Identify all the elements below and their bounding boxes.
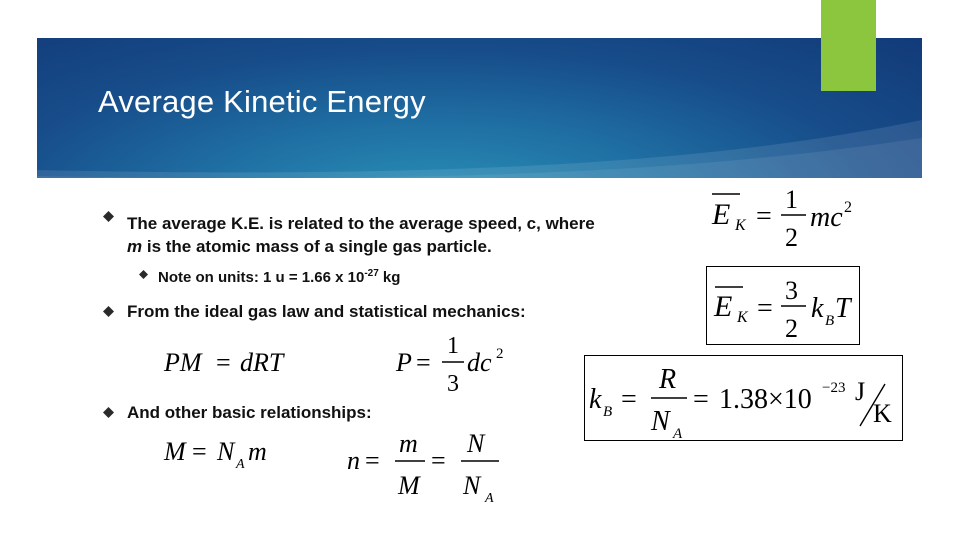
diamond-bullet-icon — [103, 407, 113, 417]
boxed-equation-ek-kbt — [706, 266, 860, 345]
svg-text:=: = — [756, 201, 772, 232]
svg-text:=: = — [693, 384, 709, 415]
diamond-bullet-icon — [139, 270, 148, 279]
svg-text:J: J — [855, 377, 866, 406]
svg-text:A: A — [236, 457, 245, 472]
svg-text:=: = — [416, 348, 431, 377]
svg-text:A: A — [485, 491, 494, 506]
equation-molar-mass — [160, 432, 290, 472]
svg-text:K: K — [737, 309, 748, 326]
svg-text:P: P — [396, 348, 412, 377]
boxed-equation-boltzmann — [584, 355, 903, 441]
svg-text:PM: PM — [164, 348, 202, 377]
svg-text:M: M — [398, 471, 420, 500]
svg-text:m: m — [248, 437, 267, 466]
bullet-ke-line2-rest: is the atomic mass of a single gas particle. — [142, 237, 492, 256]
svg-text:N: N — [463, 471, 481, 500]
svg-text:3: 3 — [447, 371, 459, 397]
svg-text:=: = — [757, 293, 773, 324]
svg-text:A: A — [673, 426, 683, 440]
svg-text:N: N — [651, 406, 670, 437]
equation-kb-value — [585, 356, 902, 440]
svg-text:N: N — [467, 429, 485, 458]
equation-pressure — [392, 328, 522, 400]
svg-text:dc: dc — [467, 348, 492, 377]
svg-text:2: 2 — [785, 314, 798, 343]
svg-text:−23: −23 — [822, 380, 846, 396]
sub-bullet-units — [158, 268, 400, 286]
equation-ek-three-halves — [707, 267, 859, 344]
svg-text:K: K — [735, 217, 746, 234]
svg-text:k: k — [811, 293, 824, 324]
green-accent-bar — [821, 0, 876, 91]
bullet-ideal-gas: From the ideal gas law and statistical mechanics: — [127, 302, 526, 321]
equation-ideal-gas — [160, 340, 310, 380]
svg-text:R: R — [659, 364, 677, 395]
svg-text:2: 2 — [785, 223, 798, 252]
svg-text:=: = — [216, 348, 231, 377]
units-note-exponent: -27 — [364, 268, 379, 279]
svg-text:1: 1 — [447, 333, 459, 359]
svg-text:m: m — [399, 429, 418, 458]
slide-title: Average Kinetic Energy — [98, 84, 426, 119]
svg-text:mc: mc — [810, 202, 843, 233]
svg-text:2: 2 — [496, 346, 504, 362]
svg-text:=: = — [192, 437, 207, 466]
bullet-basic-relationships: And other basic relationships: — [127, 403, 372, 422]
svg-text:=: = — [621, 384, 637, 415]
svg-text:3: 3 — [785, 276, 798, 305]
bullet-ke-speed — [127, 212, 595, 258]
diamond-bullet-icon — [103, 211, 113, 221]
svg-text:=: = — [431, 446, 446, 475]
svg-text:E: E — [714, 290, 733, 323]
svg-text:2: 2 — [844, 199, 852, 216]
svg-text:1: 1 — [785, 185, 798, 214]
units-note-suffix: kg — [378, 269, 401, 286]
bullet-ke-line2 — [127, 235, 595, 258]
svg-text:K: K — [873, 399, 892, 428]
svg-text:B: B — [825, 313, 835, 329]
svg-text:E: E — [712, 198, 731, 231]
mass-symbol: m — [127, 237, 143, 256]
svg-text:=: = — [365, 446, 380, 475]
equation-ek-half-mc2 — [704, 180, 864, 252]
svg-text:k: k — [589, 384, 602, 415]
svg-text:T: T — [835, 293, 851, 324]
equation-moles — [343, 426, 513, 508]
svg-text:dRT: dRT — [240, 348, 284, 377]
svg-text:1.38×10: 1.38×10 — [719, 384, 812, 415]
svg-text:n: n — [347, 446, 360, 475]
svg-text:M: M — [164, 437, 186, 466]
svg-text:N: N — [217, 437, 235, 466]
units-note-prefix: Note on units: 1 u = 1.66 x 10 — [158, 269, 365, 286]
svg-text:B: B — [603, 404, 613, 420]
diamond-bullet-icon — [103, 306, 113, 316]
bullet-ke-line1: The average K.E. is related to the average speed, c, where — [127, 214, 595, 233]
